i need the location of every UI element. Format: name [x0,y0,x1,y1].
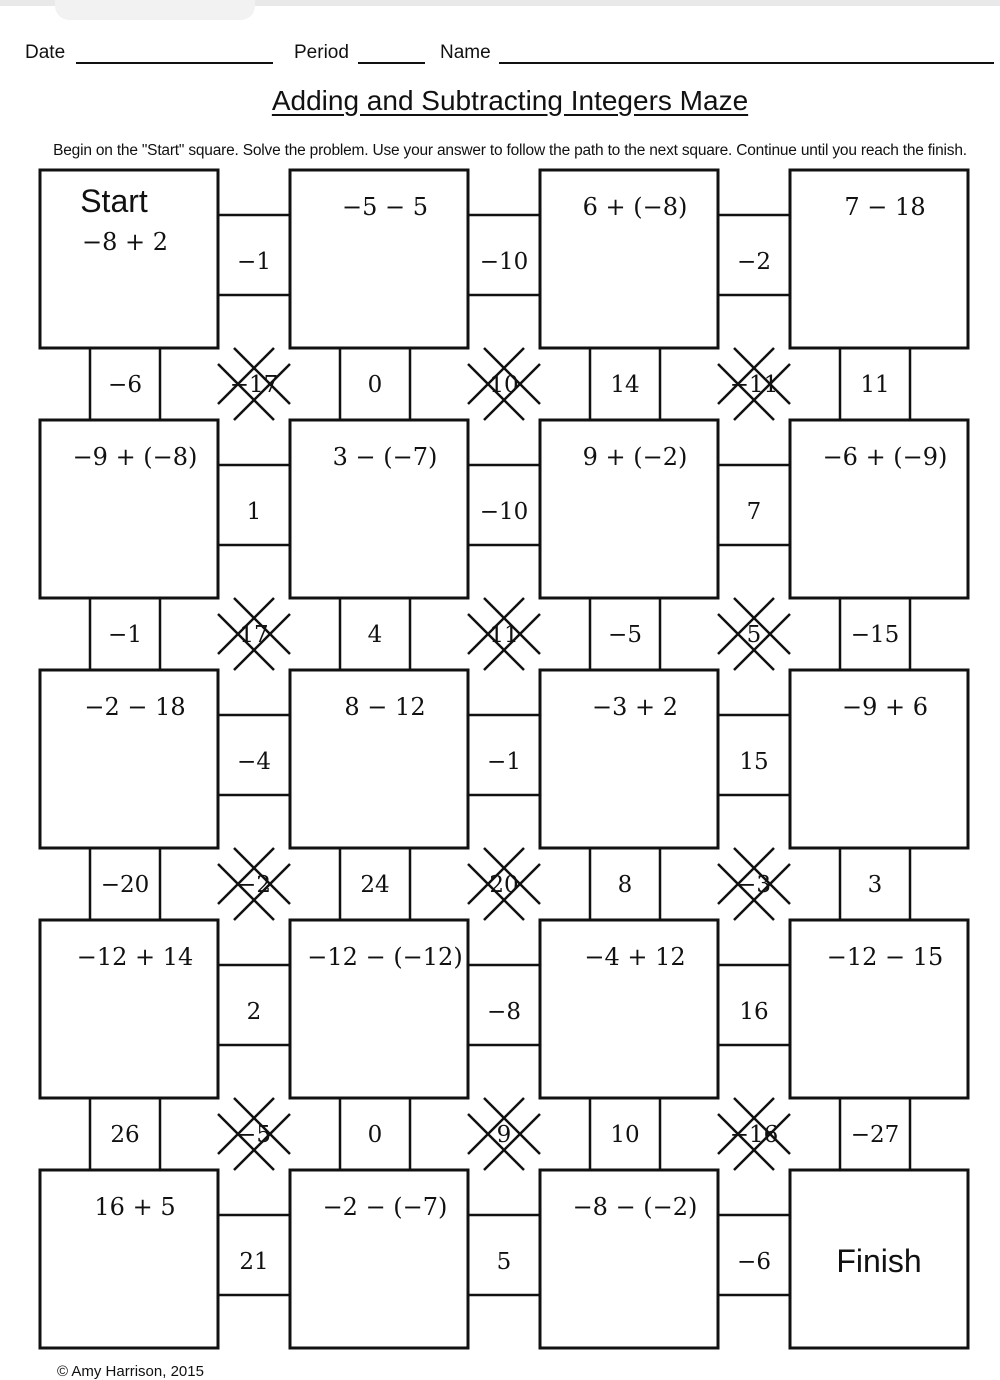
problem-expression: 8 − 12 [344,693,426,721]
diagonal-answer-label: 17 [239,622,269,648]
diagonal-answer-label: −17 [229,372,279,398]
problem-expression: 9 + (−2) [582,443,688,471]
problem-expression: −9 + (−8) [72,443,198,471]
path-answer-label: 15 [739,749,769,775]
problem-expression: −5 − 5 [341,193,429,221]
problem-expression: −8 + 2 [81,228,169,256]
path-answer-label: 24 [360,872,390,898]
path-answer-label: 14 [610,372,640,398]
path-answer-label: 26 [110,1122,140,1148]
date-label: Date [25,42,66,63]
path-answer-label: 10 [610,1122,640,1148]
problem-expression: −12 + 14 [76,943,194,971]
path-answer-label: −20 [100,872,150,898]
path-answer-label: 21 [239,1249,269,1275]
path-answer-label: 1 [246,499,262,525]
period-label: Period [294,42,349,63]
problem-expression: 6 + (−8) [582,193,688,221]
path-answer-label: 0 [367,372,383,398]
problem-expression: −9 + 6 [841,693,929,721]
diagonal-answer-label: 20 [489,872,519,898]
path-answer-label: −6 [108,372,142,398]
path-answer-label: −10 [479,499,529,525]
problem-expression: −12 − 15 [826,943,944,971]
problem-expression: 3 − (−7) [332,443,438,471]
diagonal-answer-label: 9 [496,1122,512,1148]
path-answer-label: 16 [739,999,769,1025]
problem-expression: −2 − 18 [84,693,186,721]
problem-expression: 16 + 5 [94,1193,176,1221]
problem-expression: 7 − 18 [844,193,926,221]
diagonal-answer-label: −5 [237,1122,271,1148]
path-answer-label: −10 [479,249,529,275]
name-label: Name [440,42,491,63]
problem-expression: −12 − (−12) [307,943,463,971]
instructions-text: Begin on the "Start" square. Solve the problem. Use your answer to follow the path to the next square. Continue until you reach the finish. [53,142,967,159]
diagonal-answer-label: 10 [489,372,519,398]
path-answer-label: 11 [860,372,890,398]
diagonal-answer-label: −16 [729,1122,779,1148]
start-label: Start [80,183,148,219]
path-answer-label: −27 [850,1122,900,1148]
diagonal-answer-label: −3 [737,872,771,898]
path-answer-label: 5 [496,1249,512,1275]
path-answer-label: −4 [237,749,271,775]
path-answer-label: −1 [108,622,142,648]
finish-label: Finish [836,1243,922,1279]
copyright-notice: © Amy Harrison, 2015 [57,1363,204,1380]
path-answer-label: 8 [617,872,633,898]
path-answer-label: 0 [367,1122,383,1148]
diagonal-answer-label: 5 [746,622,762,648]
problem-expression: −6 + (−9) [822,443,948,471]
problem-expression: −2 − (−7) [322,1193,448,1221]
diagonal-answer-label: −11 [729,372,779,398]
problem-expression: −8 − (−2) [572,1193,698,1221]
problem-expression: −3 + 2 [591,693,679,721]
diagonal-answer-label: −2 [237,872,271,898]
path-answer-label: −1 [487,749,521,775]
path-answer-label: 7 [746,499,762,525]
problem-expression: −4 + 12 [584,943,686,971]
path-answer-label: −15 [850,622,900,648]
path-answer-label: −8 [487,999,521,1025]
diagonal-answer-label: 11 [489,622,519,648]
path-answer-label: 4 [367,622,383,648]
path-answer-label: 2 [246,999,262,1025]
worksheet-title: Adding and Subtracting Integers Maze [271,85,749,116]
path-answer-label: −5 [608,622,642,648]
path-answer-label: −6 [737,1249,771,1275]
path-answer-label: 3 [867,872,883,898]
path-answer-label: −2 [737,249,771,275]
path-answer-label: −1 [237,249,271,275]
